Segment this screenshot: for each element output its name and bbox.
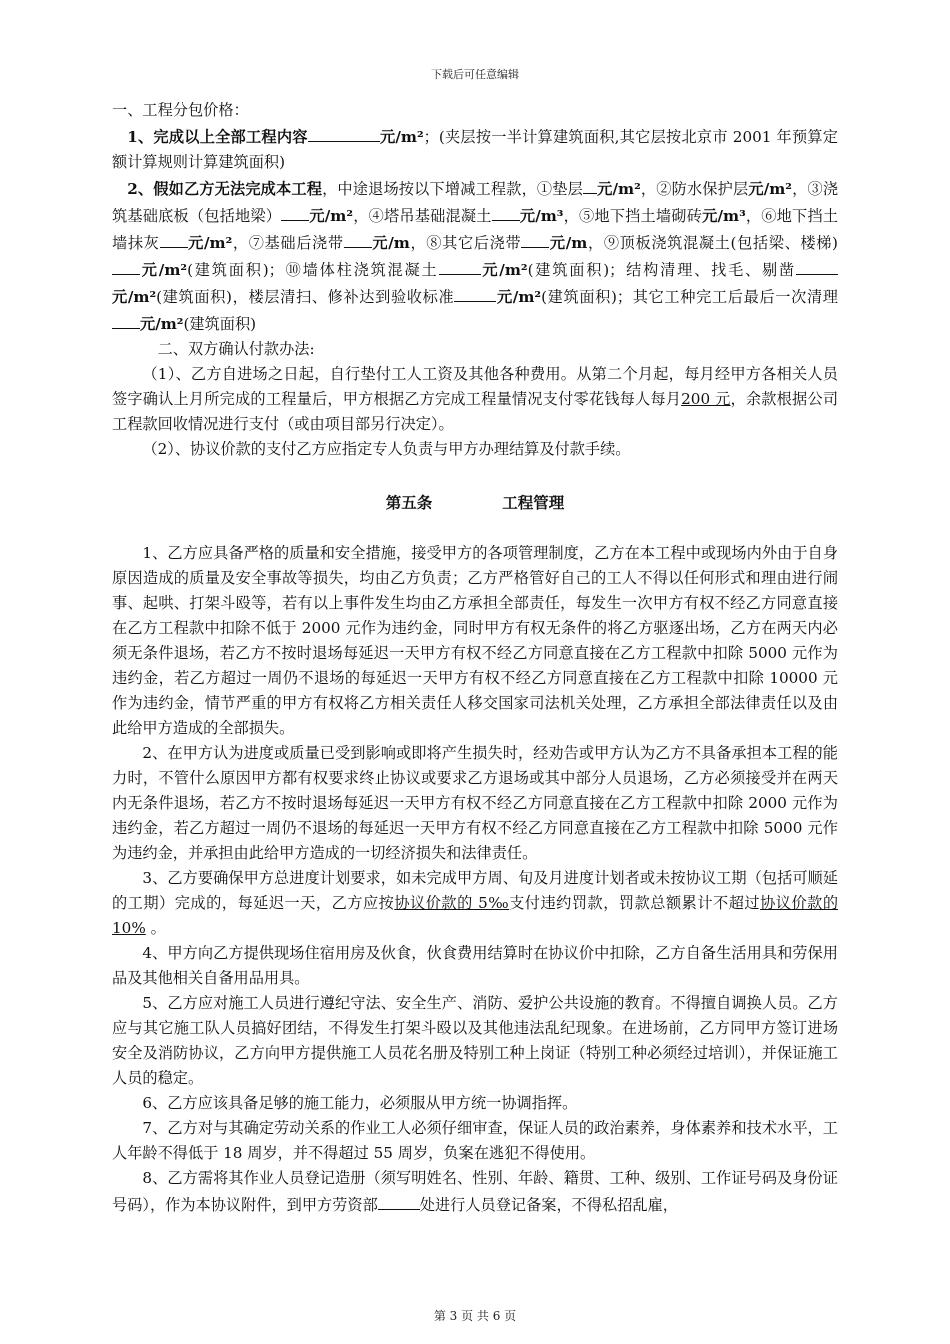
clause-2: 2、在甲方认为进度或质量已受到影响或即将产生损失时，经劝告或甲方认为乙方不具备承担本工程的能力时，不管什么原因甲方都有权要求终止协议或要求乙方退场或其中部分人员退场，乙方必须接受并在两天内无条件退场，若乙方不按时退场每延迟一天甲方有权不经乙方同意直接在乙方工程款中扣除 2000 元作为违约金，若乙方超过一周仍不退场的每延迟一天甲方有权不经乙方同意直接在乙方工程款中扣除 5000 元作为违约金，并承担由此给甲方造成的一切经济损失和法律责任。: [112, 744, 838, 862]
clause-7: 7、乙方对与其确定劳动关系的作业工人必须仔细审查，保证人员的政治素养，身体素养和技术水平，工人年龄不得低于 18 周岁，并不得超过 55 周岁，负案在逃犯不得使用。: [112, 1119, 838, 1162]
part2-p2: （2）、协议价款的支付乙方应指定专人负责与甲方办理结算及付款手续。: [142, 440, 631, 458]
clause-1: 1、乙方应具备严格的质量和安全措施，接受甲方的各项管理制度，乙方在本工程中或现场内外由于自身原因造成的质量及安全事故等损失，均由乙方负责；乙方严格管好自己的工人不得以任何形式和理由进行闹事、起哄、打架斗殴等，若有以上事件发生均由乙方承担全部责任，每发生一次甲方有权不经乙方同意直接在乙方工程款中扣除不低于 2000 元作为违约金，同时甲方有权无条件的将乙方驱逐出场，乙方在两天内必须无条件退场，若乙方不按时退场每延迟一天甲方有权不经乙方同意直接在乙方工程款中扣除 5000 元作为违约金，若乙方超过一周仍不退场的每延迟一天甲方有权不经乙方同意直接在乙方工程款中扣除 10000 元作为违约金，情节严重的甲方有权将乙方相关责任人移交国家司法机关处理，乙方承担全部法律责任以及由此给甲方造成的全部损失。: [112, 544, 838, 737]
part2-heading: 二、双方确认付款办法:: [157, 340, 315, 358]
clause-4: 4、甲方向乙方提供现场住宿用房及伙食，伙食费用结算时在协议价中扣除，乙方自备生活用具和劳保用品及其他相关自备用品用具。: [112, 944, 838, 987]
clause-8: 8、乙方需将其作业人员登记造册（须写明姓名、性别、年龄、籍贯、工种、级别、工作证号码及身份证号码），作为本协议附件，到甲方劳资部 处进行人员登记备案，不得私招乱雇，: [112, 1169, 838, 1214]
section5-title: 第五条 工程管理: [385, 493, 565, 512]
clause-6: 6、乙方应该具备足够的施工能力，必须服从甲方统一协调指挥。: [142, 1094, 578, 1112]
clause-5: 5、乙方应对施工人员进行遵纪守法、安全生产、消防、爱护公共设施的教育。不得擅自调换人员。乙方应与其它施工队人员搞好团结，不得发生打架斗殴以及其他违法乱纪现象。在进场前，乙方同甲方签订进场安全及消防协议，乙方向甲方提供施工人员花名册及特别工种上岗证（特别工种必须经过培训），并保证施工人员的稳定。: [112, 994, 838, 1087]
part2-p1: （1）、乙方自进场之日起，自行垫付工人工资及其他各种费用。从第二个月起，每月经甲方各相关人员签字确认上月所完成的工程量后，甲方根据乙方完成工程量情况支付零花钱每人每月200 元，余款根据公司工程款回收情况进行支付（或由项目部另行决定）。: [112, 365, 839, 433]
part1-heading: 一、工程分包价格：: [112, 101, 249, 119]
clause-3: 3、乙方要确保甲方总进度计划要求，如未完成甲方周、旬及月进度计划者或未按协议工期（包括可顺延的工期）完成的，每延迟一天，乙方应按协议价款的 5‰支付违约罚款，罚款总额累计不超过协议价款的 10% 。: [112, 869, 839, 937]
document-body: [112, 98, 838, 1218]
allowance-amount: 200 元: [681, 390, 731, 408]
part1-item1: 1、完成以上全部工程内容 元/m²；(夹层按一半计算建筑面积,其它层按北京市 2001 年预算定额计算规则计算建筑面积): [112, 123, 838, 175]
part1-item2: 2、假如乙方无法完成本工程，中途退场按以下增减工程款，①垫层 元/m²，②防水保护层元/m²，③浇筑基础底板（包括地梁） 元/m²，④塔吊基础混凝土 元/m³，⑤地下挡土墙砌砖元/m³，⑥地下挡土墙抹灰 元/m²，⑦基础后浇带 元/m，⑧其它后浇带 元/m，⑨顶板浇筑混凝土(包括梁、楼梯)元/m²(建筑面积)；⑩墙体柱浇筑混凝土 元/m²(建筑面积)；结构清理、找毛、剔凿元/m²(建筑面积)，楼层清扫、修补达到验收标准 元/m²(建筑面积)；其它工种完工后最后一次清理元/m²(建筑面积): [112, 175, 838, 337]
page-header: 下载后可任意编辑: [431, 68, 519, 81]
page-footer: 第 3 页 共 6 页: [433, 1309, 517, 1323]
